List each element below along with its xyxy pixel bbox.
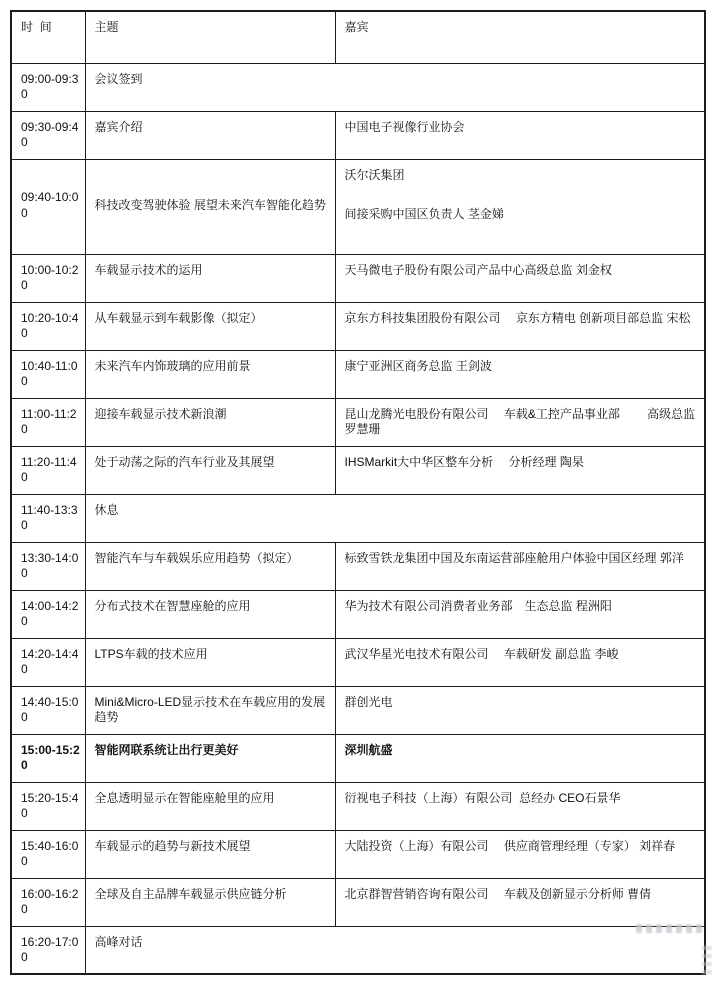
time-cell: 10:40-11:00: [11, 350, 85, 398]
topic-cell: 分布式技术在智慧座舱的应用: [85, 590, 335, 638]
topic-cell: 车载显示的趋势与新技术展望: [85, 830, 335, 878]
topic-cell: 从车载显示到车载影像（拟定）: [85, 302, 335, 350]
table-row: [11, 542, 705, 590]
table-row: [11, 398, 705, 446]
time-cell: 16:00-16:20: [11, 878, 85, 926]
guest-cell: 昆山龙腾光电股份有限公司 车载&工控产品事业部 高级总监罗慧珊: [335, 398, 705, 446]
agenda-table: [10, 10, 706, 975]
table-row: [11, 926, 705, 974]
table-header: [11, 11, 705, 63]
topic-cell: 智能汽车与车载娱乐应用趋势（拟定）: [85, 542, 335, 590]
table-row: [11, 878, 705, 926]
table-body: [11, 63, 705, 974]
time-cell: 15:40-16:00: [11, 830, 85, 878]
table-row: [11, 446, 705, 494]
header-cell-topic: 主题: [85, 11, 335, 63]
time-cell: 10:20-10:40: [11, 302, 85, 350]
time-cell: 11:20-11:40: [11, 446, 85, 494]
table-row: [11, 63, 705, 111]
topic-cell: 未来汽车内饰玻璃的应用前景: [85, 350, 335, 398]
topic-cell: 智能网联系统让出行更美好: [85, 734, 335, 782]
time-cell: 11:40-13:30: [11, 494, 85, 542]
table-row: [11, 590, 705, 638]
guest-cell: 康宁亚洲区商务总监 王剑波: [335, 350, 705, 398]
time-cell: 15:20-15:40: [11, 782, 85, 830]
guest-cell: 中国电子视像行业协会: [335, 111, 705, 159]
time-cell: 11:00-11:20: [11, 398, 85, 446]
table-row: [11, 159, 705, 254]
guest-cell: 深圳航盛: [335, 734, 705, 782]
table-row: [11, 734, 705, 782]
topic-cell: 全球及自主品牌车载显示供应链分析: [85, 878, 335, 926]
guest-cell: IHSMarkit大中华区整车分析 分析经理 陶杲: [335, 446, 705, 494]
guest-cell: 标致雪铁龙集团中国及东南运营部座舱用户体验中国区经理 郭洋: [335, 542, 705, 590]
topic-cell: LTPS车载的技术应用: [85, 638, 335, 686]
table-row: [11, 494, 705, 542]
time-cell: 09:40-10:00: [11, 159, 85, 254]
guest-cell: 天马微电子股份有限公司产品中心高级总监 刘金权: [335, 254, 705, 302]
header-row: [11, 11, 705, 63]
guest-cell: 北京群智营销咨询有限公司 车载及创新显示分析师 曹倩: [335, 878, 705, 926]
table-row: [11, 254, 705, 302]
time-cell: 14:40-15:00: [11, 686, 85, 734]
topic-cell: 嘉宾介绍: [85, 111, 335, 159]
guest-cell: 华为技术有限公司消费者业务部 生态总监 程洲阳: [335, 590, 705, 638]
guest-cell: 京东方科技集团股份有限公司 京东方精电 创新项目部总监 宋松: [335, 302, 705, 350]
topic-cell: 车载显示技术的运用: [85, 254, 335, 302]
topic-cell: 高峰对话: [85, 926, 705, 974]
time-cell: 10:00-10:20: [11, 254, 85, 302]
time-cell: 09:00-09:30: [11, 63, 85, 111]
topic-cell: 休息: [85, 494, 705, 542]
table-row: [11, 686, 705, 734]
guest-line: 间接采购中国区负责人 茎金娣: [344, 207, 504, 222]
header-cell-time: 时 间: [11, 11, 85, 63]
guest-cell: 大陆投资（上海）有限公司 供应商管理经理（专家） 刘祥春: [335, 830, 705, 878]
time-cell: 09:30-09:40: [11, 111, 85, 159]
time-cell: 13:30-14:00: [11, 542, 85, 590]
topic-cell: 全息透明显示在智能座舱里的应用: [85, 782, 335, 830]
time-cell: 16:20-17:00: [11, 926, 85, 974]
table-row: [11, 830, 705, 878]
topic-cell: 会议签到: [85, 63, 705, 111]
table-row: [11, 111, 705, 159]
topic-cell: 处于动荡之际的汽车行业及其展望: [85, 446, 335, 494]
guest-cell: 衍视电子科技（上海）有限公司 总经办 CEO石景华: [335, 782, 705, 830]
guest-cell: 武汉华星光电技术有限公司 车载研发 副总监 李峻: [335, 638, 705, 686]
table-row: [11, 302, 705, 350]
time-cell: 15:00-15:20: [11, 734, 85, 782]
topic-cell: 科技改变驾驶体验 展望未来汽车智能化趋势: [85, 159, 335, 254]
header-cell-guest: 嘉宾: [335, 11, 705, 63]
table-row: [11, 782, 705, 830]
table-row: [11, 638, 705, 686]
topic-cell: 迎接车载显示技术新浪潮: [85, 398, 335, 446]
guest-cell: 群创光电: [335, 686, 705, 734]
guest-line: 沃尔沃集团: [344, 167, 405, 182]
table-row: [11, 350, 705, 398]
guest-cell: [335, 159, 705, 254]
topic-cell: Mini&Micro-LED显示技术在车载应用的发展趋势: [85, 686, 335, 734]
time-cell: 14:00-14:20: [11, 590, 85, 638]
time-cell: 14:20-14:40: [11, 638, 85, 686]
